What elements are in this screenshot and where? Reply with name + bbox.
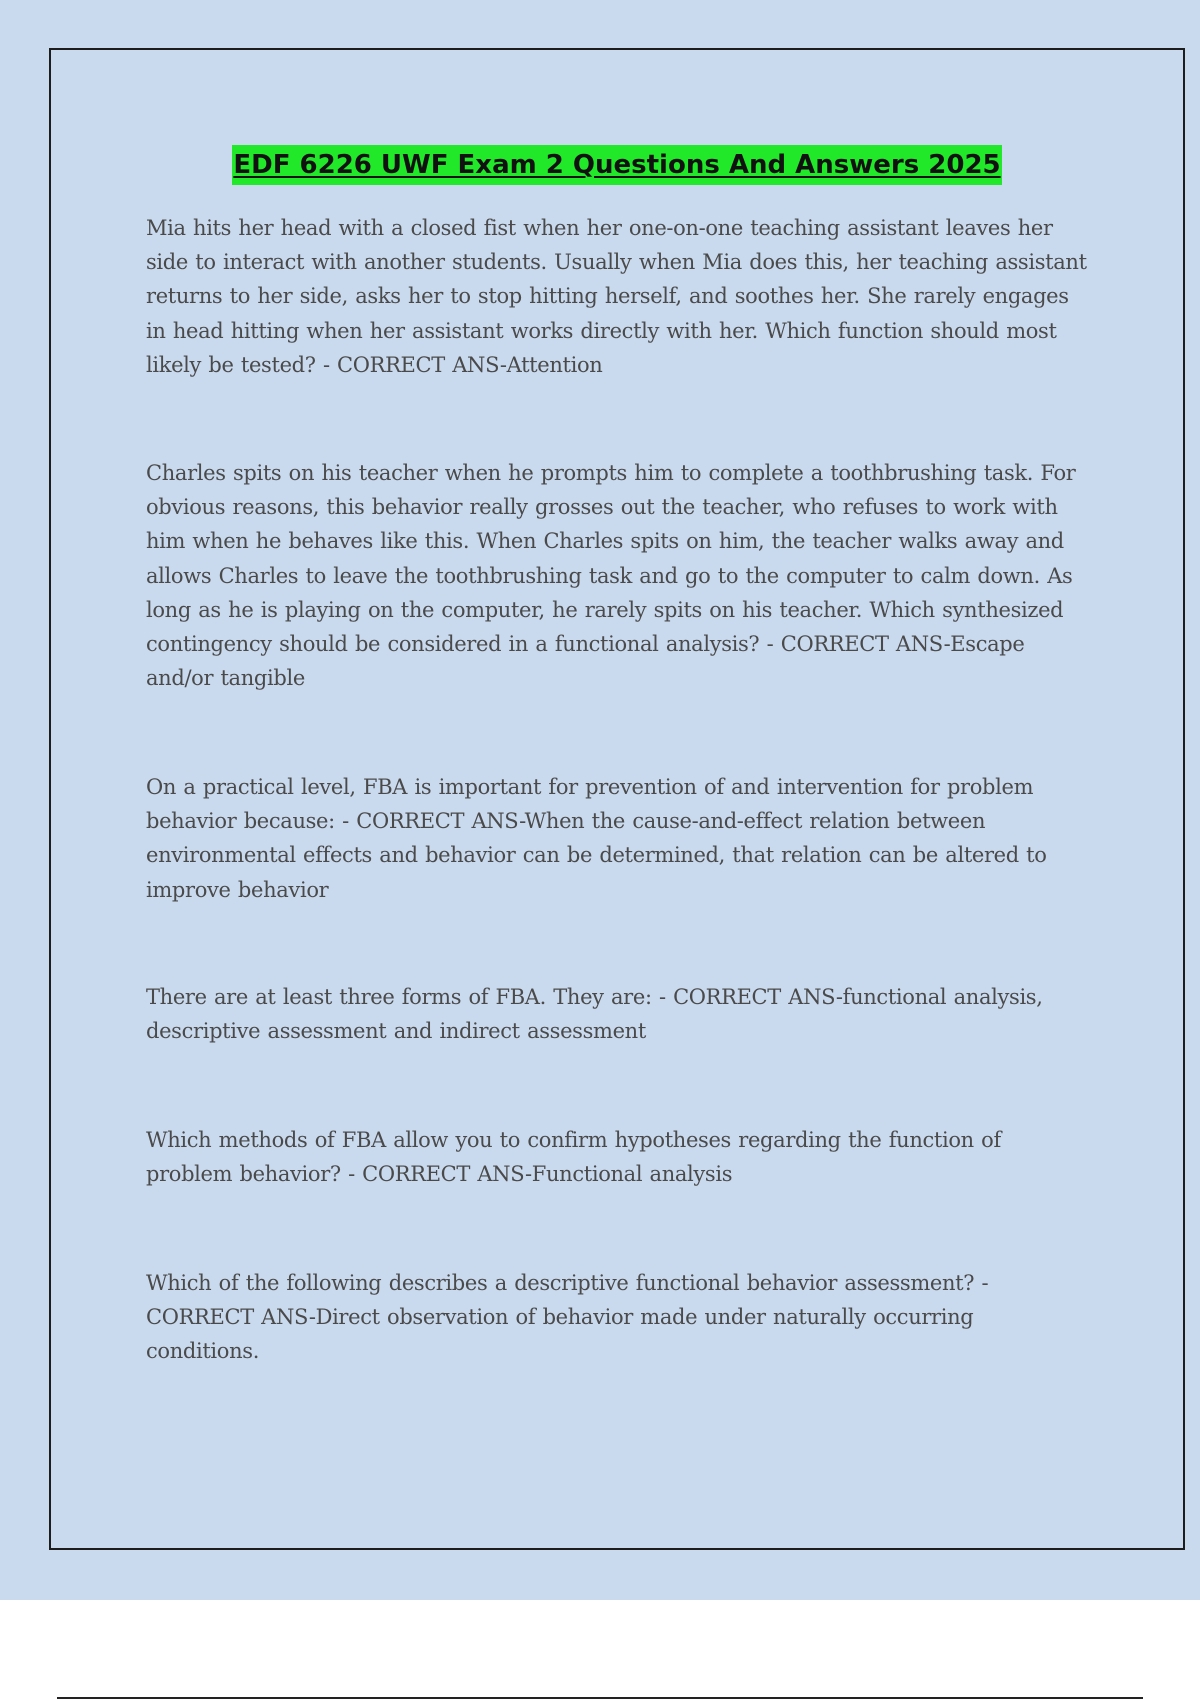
qa-item-1: Mia hits her head with a closed fist when her one-on-one teaching assistant leaves her side to interact with another students. Usually when Mia does this, her teaching assistant returns to her side, asks her to stop hitting herself, and soothes her. She rarely engages in head hitting when her assistant works directly with her. Which function should most likely be tested? - CORRECT ANS-Attention [146, 216, 1087, 377]
qa-item-6: Which of the following describes a descriptive functional behavior assessment? - CORRECT ANS-Direct observation of behavior made under naturally occurring conditions. [146, 1271, 989, 1364]
qa-item-5: Which methods of FBA allow you to confirm hypotheses regarding the function of problem behavior? - CORRECT ANS-Functional analysis [146, 1128, 1001, 1187]
footer-rule [57, 1697, 1143, 1699]
qa-item-4: There are at least three forms of FBA. They are: - CORRECT ANS-functional analysis, descriptive assessment and indirect assessment [146, 985, 1043, 1044]
document-title: EDF 6226 UWF Exam 2 Questions And Answers 2025 [232, 145, 1001, 185]
qa-item-3: On a practical level, FBA is important for prevention of and intervention for problem behavior because: - CORRECT ANS-When the cause-and-effect relation between environmental effects and behavior can be determined, that relation can be altered to improve behavior [146, 775, 1047, 902]
title-container [0, 145, 1200, 185]
qa-item-2: Charles spits on his teacher when he prompts him to complete a toothbrushing task. For obvious reasons, this behavior really grosses out the teacher, who refuses to work with him when he behaves like this. When Charles spits on him, the teacher walks away and allows Charles to leave the toothbrushing task and go to the computer to calm down. As long as he is playing on the computer, he rarely spits on his teacher. Which synthesized contingency should be considered in a functional analysis? - CORRECT ANS-Escape and/or tangible [146, 461, 1076, 691]
